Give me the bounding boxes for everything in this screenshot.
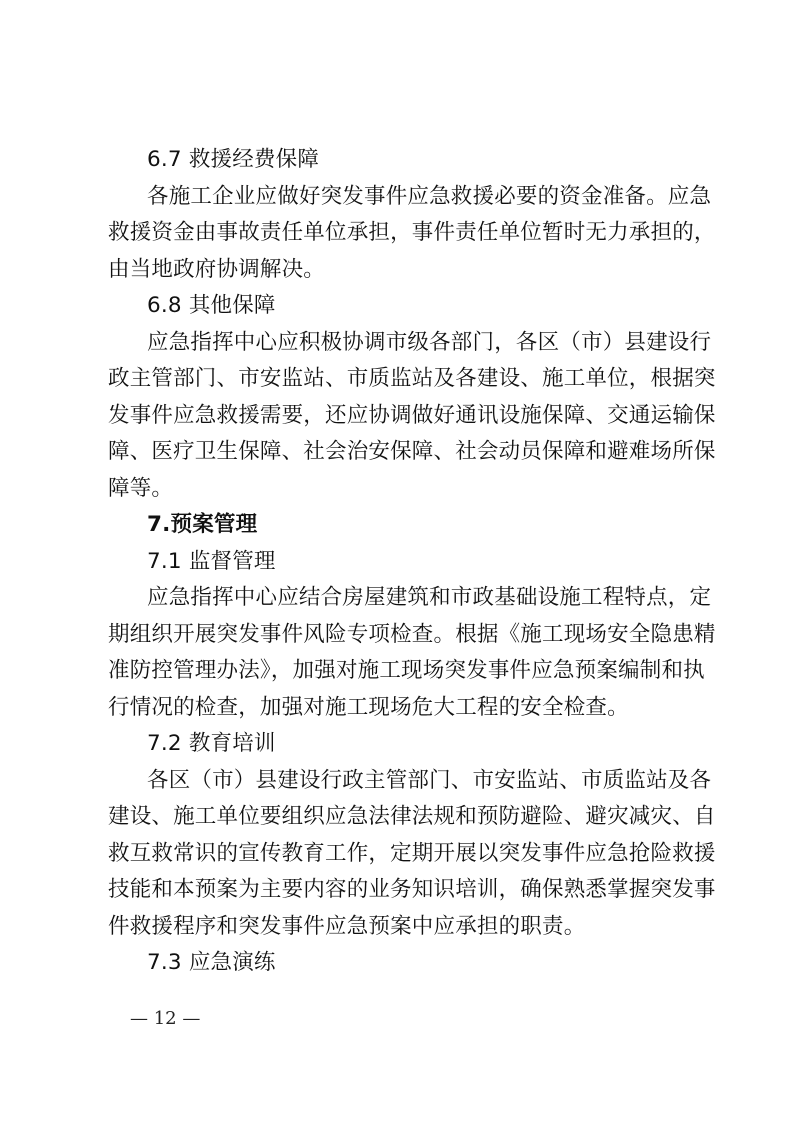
paragraph-line: 应急指挥中心应结合房屋建筑和市政基础设施工程特点，定 <box>147 585 712 610</box>
paragraph-line: 准防控管理办法》，加强对施工现场突发事件应急预案编制和执 <box>108 658 705 683</box>
paragraph-line: 政主管部门、市安监站、市质监站及各建设、施工单位，根据突 <box>108 366 716 391</box>
paragraph-line: 障等。 <box>108 475 174 501</box>
paragraph-line: 件救援程序和突发事件应急预案中应承担的职责。 <box>108 913 586 939</box>
paragraph-line: 救互救常识的宣传教育工作，定期开展以突发事件应急抢险救援 <box>108 840 716 866</box>
paragraph-line: 救援资金由事故责任单位承担，事件责任单位暂时无力承担的， <box>108 220 716 245</box>
paragraph-line: 技能和本预案为主要内容的业务知识培训，确保熟悉掌握突发事 <box>108 877 716 902</box>
heading-7-3: 7.3 应急演练 <box>147 950 276 975</box>
heading-6-8: 6.8 其他保障 <box>147 293 276 318</box>
paragraph-line: 由当地政府协调解决。 <box>108 256 326 282</box>
document-body <box>108 142 716 982</box>
paragraph-line: 障、医疗卫生保障、社会治安保障、社会动员保障和避难场所保 <box>108 439 716 464</box>
paragraph-line: 建设、施工单位要组织应急法律法规和预防避险、避灾减灾、自 <box>108 804 716 829</box>
heading-7: 7.预案管理 <box>147 512 258 537</box>
paragraph-line: 各施工企业应做好突发事件应急救援必要的资金准备。应急 <box>147 183 712 209</box>
heading-7-2: 7.2 教育培训 <box>147 731 276 756</box>
heading-7-1: 7.1 监督管理 <box>147 548 276 574</box>
heading-6-7: 6.7 救援经费保障 <box>147 147 320 172</box>
page-number: — 12 — <box>130 1008 201 1029</box>
paragraph-line: 各区（市）县建设行政主管部门、市安监站、市质监站及各 <box>147 767 712 793</box>
paragraph-line: 应急指挥中心应积极协调市级各部门，各区（市）县建设行 <box>147 329 712 355</box>
paragraph-line: 发事件应急救援需要，还应协调做好通讯设施保障、交通运输保 <box>108 402 716 428</box>
paragraph-line: 期组织开展突发事件风险专项检查。根据《施工现场安全隐患精 <box>108 621 716 647</box>
paragraph-line: 行情况的检查，加强对施工现场危大工程的安全检查。 <box>108 694 629 720</box>
